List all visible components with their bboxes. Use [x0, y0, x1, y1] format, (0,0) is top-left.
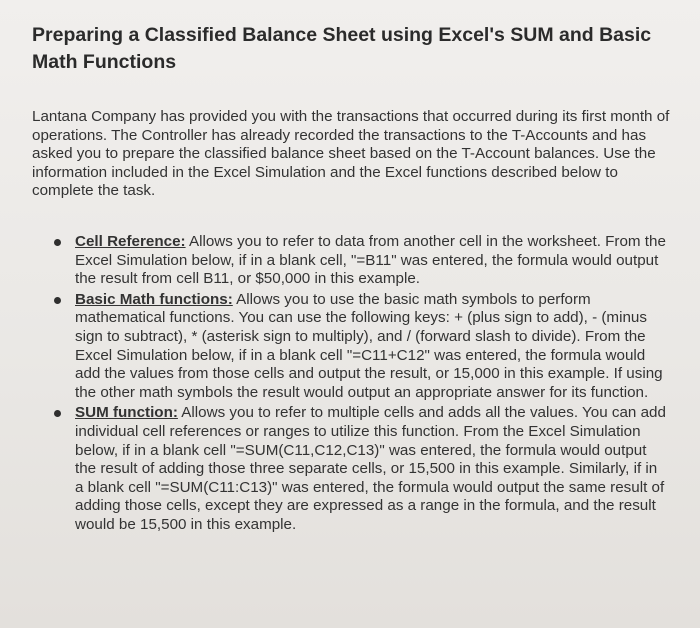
- intro-paragraph: Lantana Company has provided you with the transactions that occurred during its first month of operations. The Controller has already recorded the transactions to the T-Accounts and has asked you to prepare the classified balance sheet based on the T-Account balances. Use the information included in the Excel Simulation and the Excel functions described below to complete the task.: [32, 108, 670, 200]
- bullet-icon: [54, 297, 61, 304]
- list-item-sum-function: [54, 404, 669, 534]
- bullet-icon: [54, 410, 61, 417]
- page-title: Preparing a Classified Balance Sheet using Excel's SUM and Basic Math Functions: [32, 24, 652, 73]
- function-list: [54, 233, 669, 537]
- term-label: Cell Reference:: [75, 233, 186, 250]
- list-item-basic-math: [54, 291, 669, 403]
- term-description: Allows you to refer to multiple cells and adds all the values. You can add individual cell references or ranges to utilize this function. From the Excel Simulation below, if in a blank cell "=SUM(C11,C12,C13)" was entered, the formula would output the result of adding those three separate cells, or 15,500 in this example. Similarly, if in a blank cell "=SUM(C11:C13)" was entered, the formula would output the same result of adding those cells, except they are expressed as a range in the formula, and the result would be 15,500 in this example.: [75, 404, 666, 533]
- term-description: Allows you to refer to data from another cell in the worksheet. From the Excel Simulation below, if in a blank cell, "=B11" was entered, the formula would output the result from cell B11, or $50,000 in this example.: [75, 233, 666, 288]
- bullet-icon: [54, 239, 61, 246]
- term-label: Basic Math functions:: [75, 290, 233, 308]
- term-label: SUM function:: [75, 404, 178, 422]
- list-item-cell-reference: [54, 233, 669, 289]
- term-description: Allows you to use the basic math symbols to perform mathematical functions. You can use the following keys: + (plus sign to add), - (minus sign to subtract), * (asterisk sign to multiply), and / (forward slash to divide). From the Excel Simulation below, if in a blank cell "=C11+C12" was entered, the formula would add the values from those cells and output the result, or 15,000 in this example. If using the other math symbols the result would output an appropriate answer for its function.: [75, 290, 663, 401]
